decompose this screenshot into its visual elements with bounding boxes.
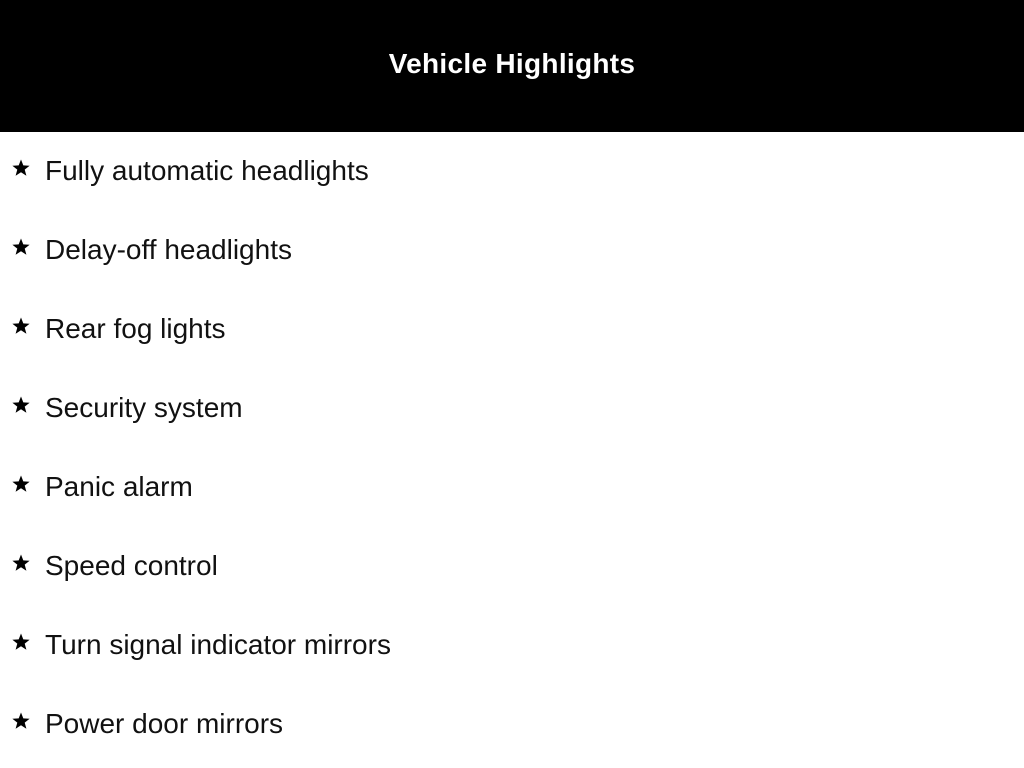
list-item — [0, 685, 1024, 764]
item-label: Fully automatic headlights — [45, 155, 369, 186]
list-item — [0, 211, 1024, 290]
item-label: Turn signal indicator mirrors — [45, 629, 391, 660]
star-icon — [11, 158, 31, 178]
item-label: Rear fog lights — [45, 313, 226, 344]
item-label: Delay-off headlights — [45, 234, 292, 265]
star-icon — [11, 553, 31, 573]
star-icon — [11, 711, 31, 731]
item-label: Panic alarm — [45, 471, 193, 502]
list-item — [0, 369, 1024, 448]
list-item — [0, 606, 1024, 685]
page-title: Vehicle Highlights — [388, 48, 636, 79]
list-item — [0, 132, 1024, 211]
star-icon — [11, 395, 31, 415]
item-label: Security system — [45, 392, 243, 423]
item-label: Speed control — [45, 550, 218, 581]
item-label: Power door mirrors — [45, 708, 284, 739]
star-icon — [11, 237, 31, 257]
star-icon — [11, 632, 31, 652]
list-item — [0, 290, 1024, 369]
star-icon — [11, 316, 31, 336]
highlights-list — [0, 132, 1024, 764]
page-header — [0, 0, 1024, 132]
list-item — [0, 527, 1024, 606]
star-icon — [11, 474, 31, 494]
list-item — [0, 448, 1024, 527]
